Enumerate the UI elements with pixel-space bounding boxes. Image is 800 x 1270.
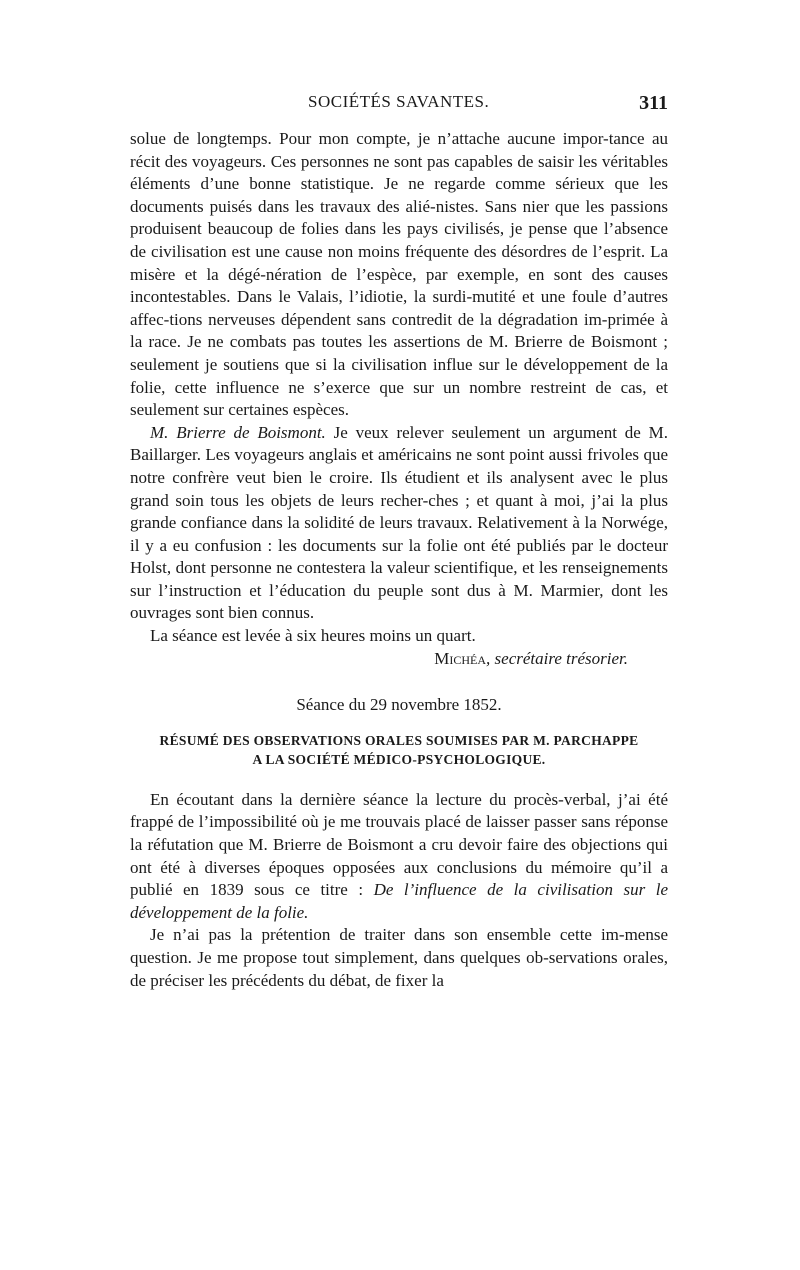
signature-name: Michéa <box>434 648 487 668</box>
memoir-title: De l’influence de la civilisation sur le développement de la folie. <box>130 880 668 922</box>
paragraph-seance-closed: La séance est levée à six heures moins un quart. <box>150 626 476 646</box>
page-number: 311 <box>639 92 668 114</box>
paragraph-continuation: solue de longtemps. Pour mon compte, je n’attache aucune impor-tance au récit des voyageurs. Ces personnes ne sont pas capables de saisir les véritables éléments d’une bonne statistique. Je ne regarde comme sérieux que les documents puisés dans les travaux des alié-nistes. Sans nier que les passions produisent beaucoup de folies dans les pays civilisés, je pense que l’absence de civilisation est une cause non moins fréquente des désordres de l’esprit. La misère et la dégé-nération de l’espèce, par exemple, en sont des causes incontestables. Dans le Valais, l’idiotie, la surdi-mutité et une foule d’autres affec-tions nerveuses dépendent sans contredit de la dégradation im-primée à la race. Je ne combats pas toutes les assertions de M. Brierre de Boismont ; seulement je soutiens que si la civilisation influe sur le développement de la folie, cette influence ne s’exerce que sur un nombre restreint de cas, et seulement sur certaines espèces. <box>130 129 668 420</box>
paragraph-text: Je veux relever seulement un argument de M. Baillarger. Les voyageurs anglais et américains ne sont point aussi frivoles que notre confrère veut bien le croire. Ils étudient et ils analysent avec le plus grand soin tous les objets de leurs recher-ches ; et quant à moi, j’ai la plus grande confiance dans la solidité de leurs travaux. Relativement à la Norwége, il y a eu confusion : les documents sur la folie ont été publiés par le docteur Holst, dont personne ne contestera la valeur scientifique, et les renseignements sur l’instruction et l’éducation du peuple sont dus à M. Marmier, dont les ouvrages sont bien connus. <box>130 422 668 623</box>
section-heading-line-1: RÉSUMÉ DES OBSERVATIONS ORALES SOUMISES PAR M. PARCHAPPE <box>159 732 639 748</box>
paragraph-parchappe-purpose: Je n’ai pas la prétention de traiter dans son ensemble cette im-mense question. Je me propose tout simplement, dans quelques ob-servations orales, de préciser les précédents du débat, de fixer la <box>130 925 668 990</box>
signature <box>130 648 628 671</box>
page-header <box>130 92 668 120</box>
paragraph-text: En écoutant dans la dernière séance la lecture du procès-verbal, j’ai été frappé de l’impossibilité où je me trouvais placé de laisser passer sans réponse la réfutation que M. Brierre de Boismont a cru devoir faire des objections qui ont été à diverses époques opposées aux conclusions du mémoire qu’il a publié en 1839 sous ce titre : <box>130 789 668 900</box>
section-heading <box>130 731 668 769</box>
running-title: SOCIÉTÉS SAVANTES. <box>308 92 490 111</box>
page-body <box>130 128 668 992</box>
seance-title: Séance du 29 novembre 1852. <box>296 695 502 715</box>
signature-role: , secrétaire trésorier. <box>486 648 628 668</box>
paragraph-brierre-reply <box>130 422 668 625</box>
speaker-name: M. Brierre de Boismont. <box>150 422 326 442</box>
paragraph-parchappe-intro <box>130 789 668 925</box>
section-heading-line-2: A LA SOCIÉTÉ MÉDICO-PSYCHOLOGIQUE. <box>252 751 546 767</box>
